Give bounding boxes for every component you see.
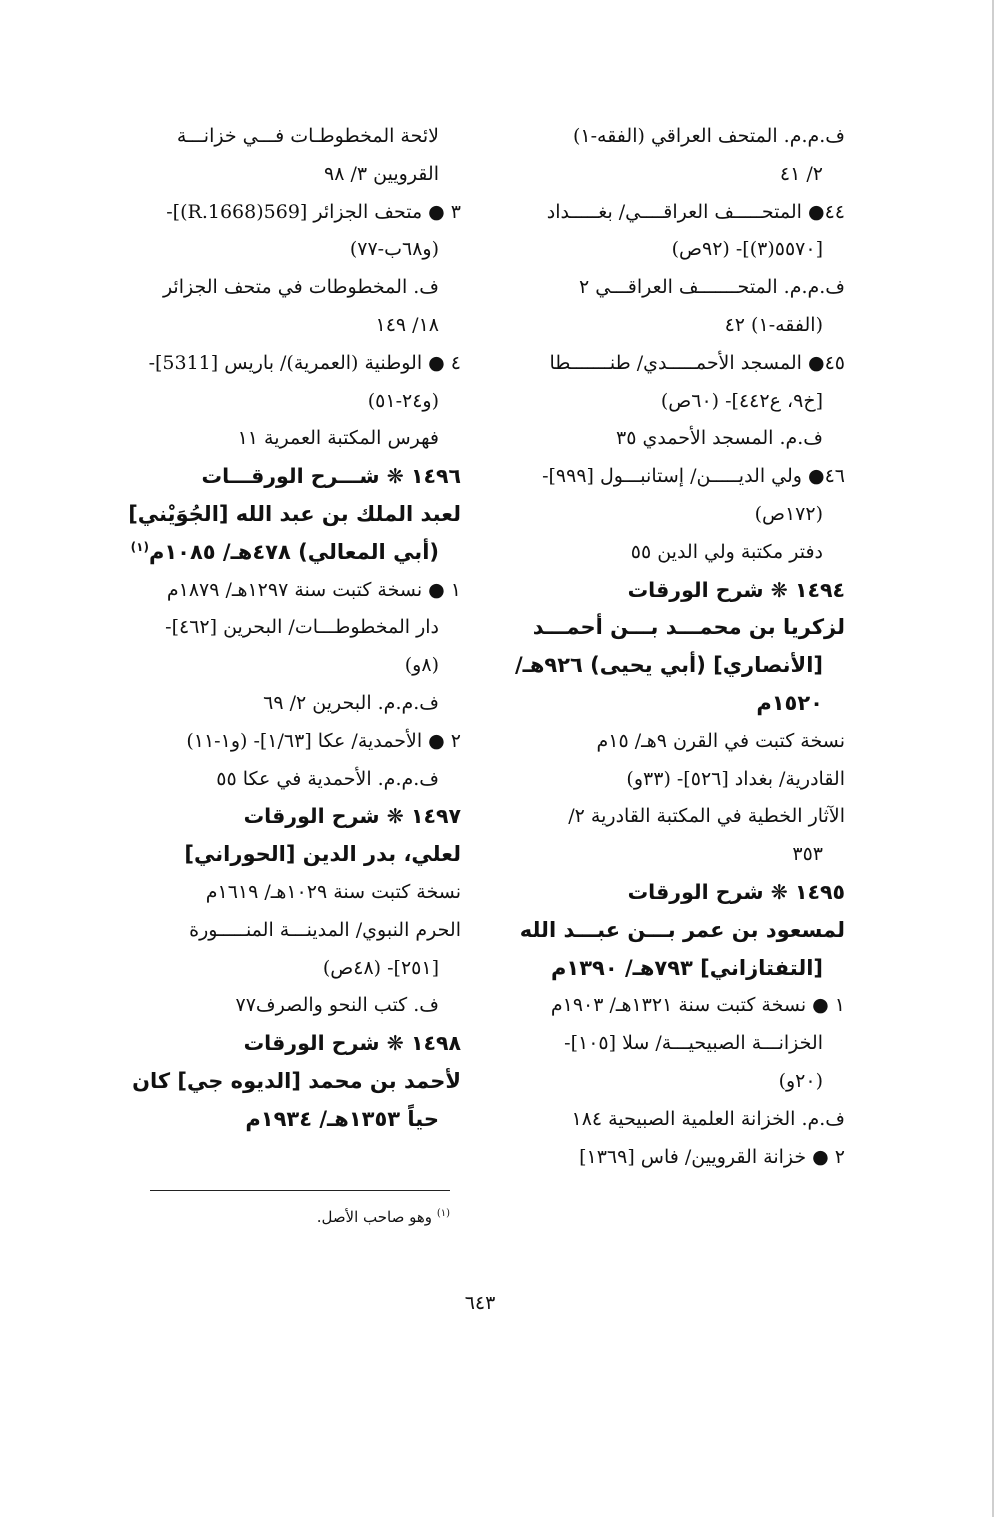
text-line [500,307,845,345]
line-text: ف. المخطوطات في متحف الجزائر [162,276,439,299]
right-column [500,118,845,1176]
entry-heading [500,572,845,610]
text-line [116,950,461,988]
line-text: دفتر مكتبة ولي الدين ٥٥ [630,540,823,563]
line-text: نسخة كتبت في القرن ٩هـ/ ١٥م [596,729,845,752]
text-line [500,798,845,836]
author-line [500,912,845,950]
text-line [500,458,845,496]
text-line [116,420,461,458]
line-text: ف.م.م. المتحـــــــف العراقـــي ٢ [579,276,845,299]
line-text: ٣٥٣ [792,843,823,866]
line-text: (و٢٤-٥١) [367,389,439,412]
line-text: ١٤٩٦ ❋ شـــرح الورقـــات [201,464,461,489]
line-text: ١ ● نسخة كتبت سنة ١٣٢١هـ/ ١٩٠٣م [550,994,845,1017]
text-line [116,874,461,912]
line-text: القرويين ٣/ ٩٨ [324,162,439,185]
text-line [500,269,845,307]
page-number: ٦٤٣ [464,1292,496,1314]
text-line [116,118,461,156]
line-text: ٣ ● متحف الجزائر [569(1668.R)]- [166,200,461,223]
text-line [500,987,845,1025]
line-text: ١٤٩٥ ❋ شرح الورقات [627,879,845,904]
line-text: [٢٥١]- (٤٨ص) [322,956,439,979]
entry-heading [116,458,461,496]
line-text: ف.م.م. الأحمدية في عكا ٥٥ [216,767,439,790]
line-text: ١٤٩٨ ❋ شرح الورقات [243,1031,461,1056]
text-line [116,609,461,647]
footnote [150,1208,450,1226]
author-line [500,647,845,685]
text-line [500,723,845,761]
text-line [116,572,461,610]
line-text: الحرم النبوي/ المدينـــة المنـــــورة [189,918,461,941]
text-line [116,345,461,383]
text-line [500,118,845,156]
author-line [116,836,461,874]
text-line [116,685,461,723]
line-text: ١٥٢٠م [756,690,823,715]
text-line [500,1025,845,1063]
line-text: ٢ ● خزانة القرويين/ فاس [١٣٦٩] [579,1145,845,1168]
line-text: ١٤٩٤ ❋ شرح الورقات [627,577,845,602]
text-line [116,912,461,950]
entry-heading [116,1025,461,1063]
line-text: [خ٩، ع٤٤٢]- (٦٠ص) [660,389,823,412]
author-line [500,685,845,723]
author-line [116,534,461,572]
text-line [116,269,461,307]
line-text: لمسعود بن عمر بـــن عبـــد الله [519,917,845,942]
author-line [500,950,845,988]
left-column [116,118,461,1139]
text-line [116,194,461,232]
line-text: لزكريا بن محمـــد بـــن أحمـــد [532,615,845,640]
author-line [500,609,845,647]
line-text: ٤٦● ولي الديـــــن/ إستانبـــول [٩٩٩]- [542,465,845,488]
line-text: لعلي، بدر الدين [الحوراني] [184,842,461,867]
author-line [116,1101,461,1139]
line-text: دار المخطوطـــات/ البحرين [٤٦٢]- [165,616,439,639]
entry-heading [116,798,461,836]
text-line [500,345,845,383]
text-line [500,194,845,232]
line-text: ٤٤● المتحـــــف العراقــــي/ بغـــــداد [546,200,845,223]
page-edge-line [992,0,994,1517]
text-line [500,1063,845,1101]
line-text: الآثار الخطية في المكتبة القادرية ٢/ [568,805,845,828]
entry-heading [500,874,845,912]
text-line [116,156,461,194]
author-line [116,1063,461,1101]
line-text: لعبد الملك بن عبد الله [الجُوَيْني] [128,501,461,526]
text-line [500,1139,845,1177]
text-line [500,496,845,534]
text-line [116,307,461,345]
line-text: ف.م. المسجد الأحمدي ٣٥ [615,427,823,450]
footnote-ref: (١) [130,539,149,554]
line-text: (و٦٨ب-٧٧) [349,238,439,261]
text-line [116,723,461,761]
text-line [500,383,845,421]
footnote-marker: (١) [436,1208,450,1219]
text-line [500,231,845,269]
line-text: [التفتازاني] ٧٩٣هـ/ ١٣٩٠م [550,955,823,980]
text-line [500,836,845,874]
line-text: ف.م.م. البحرين ٢/ ٦٩ [263,691,439,714]
line-text: ١٨/ ١٤٩ [375,313,439,336]
line-text: ف.م. الخزانة العلمية الصبيحية ١٨٤ [571,1107,845,1130]
text-line [116,231,461,269]
text-line [116,383,461,421]
line-text: [٥٥٧٠(٣)]- (٩٢ص) [671,238,823,261]
line-text: القادرية/ بغداد [٥٢٦]- (٣٣و) [626,767,845,790]
text-line [116,761,461,799]
line-text: لأحمد بن محمد [الديوه جي] كان [132,1068,461,1093]
line-text: ٢ ● الأحمدية/ عكا [١/٦٣]- (و١-١١) [186,729,461,752]
text-line [500,420,845,458]
line-text: فهرس المكتبة العمرية ١١ [237,427,439,450]
line-text: ١٤٩٧ ❋ شرح الورقات [243,804,461,829]
line-text: نسخة كتبت سنة ١٠٢٩هـ/ ١٦١٩م [205,880,461,903]
line-text: (٨و) [404,654,439,677]
line-text: الخزانـــة الصبيحيـــة/ سلا [١٠٥]- [564,1032,823,1055]
line-text: ٤ ● الوطنية (العمرية)/ باريس [5311]- [148,351,461,374]
text-line [500,1101,845,1139]
text-line [500,156,845,194]
line-text: (٢٠و) [778,1069,823,1092]
line-text: (أبي المعالي) ٤٧٨هـ/ ١٠٨٥م [148,539,439,564]
text-line [500,761,845,799]
line-text: (الفقه-١) ٤٢ [724,313,823,336]
text-line [116,647,461,685]
line-text: ف.م.م. المتحف العراقي (الفقه-١) [572,125,845,147]
line-text: [الأنصاري] (أبي يحيى) ٩٢٦هـ/ [514,653,823,678]
line-text: ١ ● نسخة كتبت سنة ١٢٩٧هـ/ ١٨٧٩م [166,578,461,601]
footnote-text: وهو صاحب الأصل. [316,1208,433,1226]
line-text: ٢/ ٤١ [779,162,823,185]
text-line [500,534,845,572]
line-text: لائحة المخطوطـات فـــي خزانـــة [176,125,439,147]
author-line [116,496,461,534]
line-text: حياً ١٣٥٣هـ/ ١٩٣٤م [245,1106,439,1131]
text-line [116,987,461,1025]
line-text: (١٧٢ص) [754,502,823,525]
footnote-separator [150,1190,450,1191]
line-text: ف. كتب النحو والصرف٧٧ [235,994,439,1017]
line-text: ٤٥● المسجد الأحمـــــدي/ طنـــــــطا [549,351,845,374]
